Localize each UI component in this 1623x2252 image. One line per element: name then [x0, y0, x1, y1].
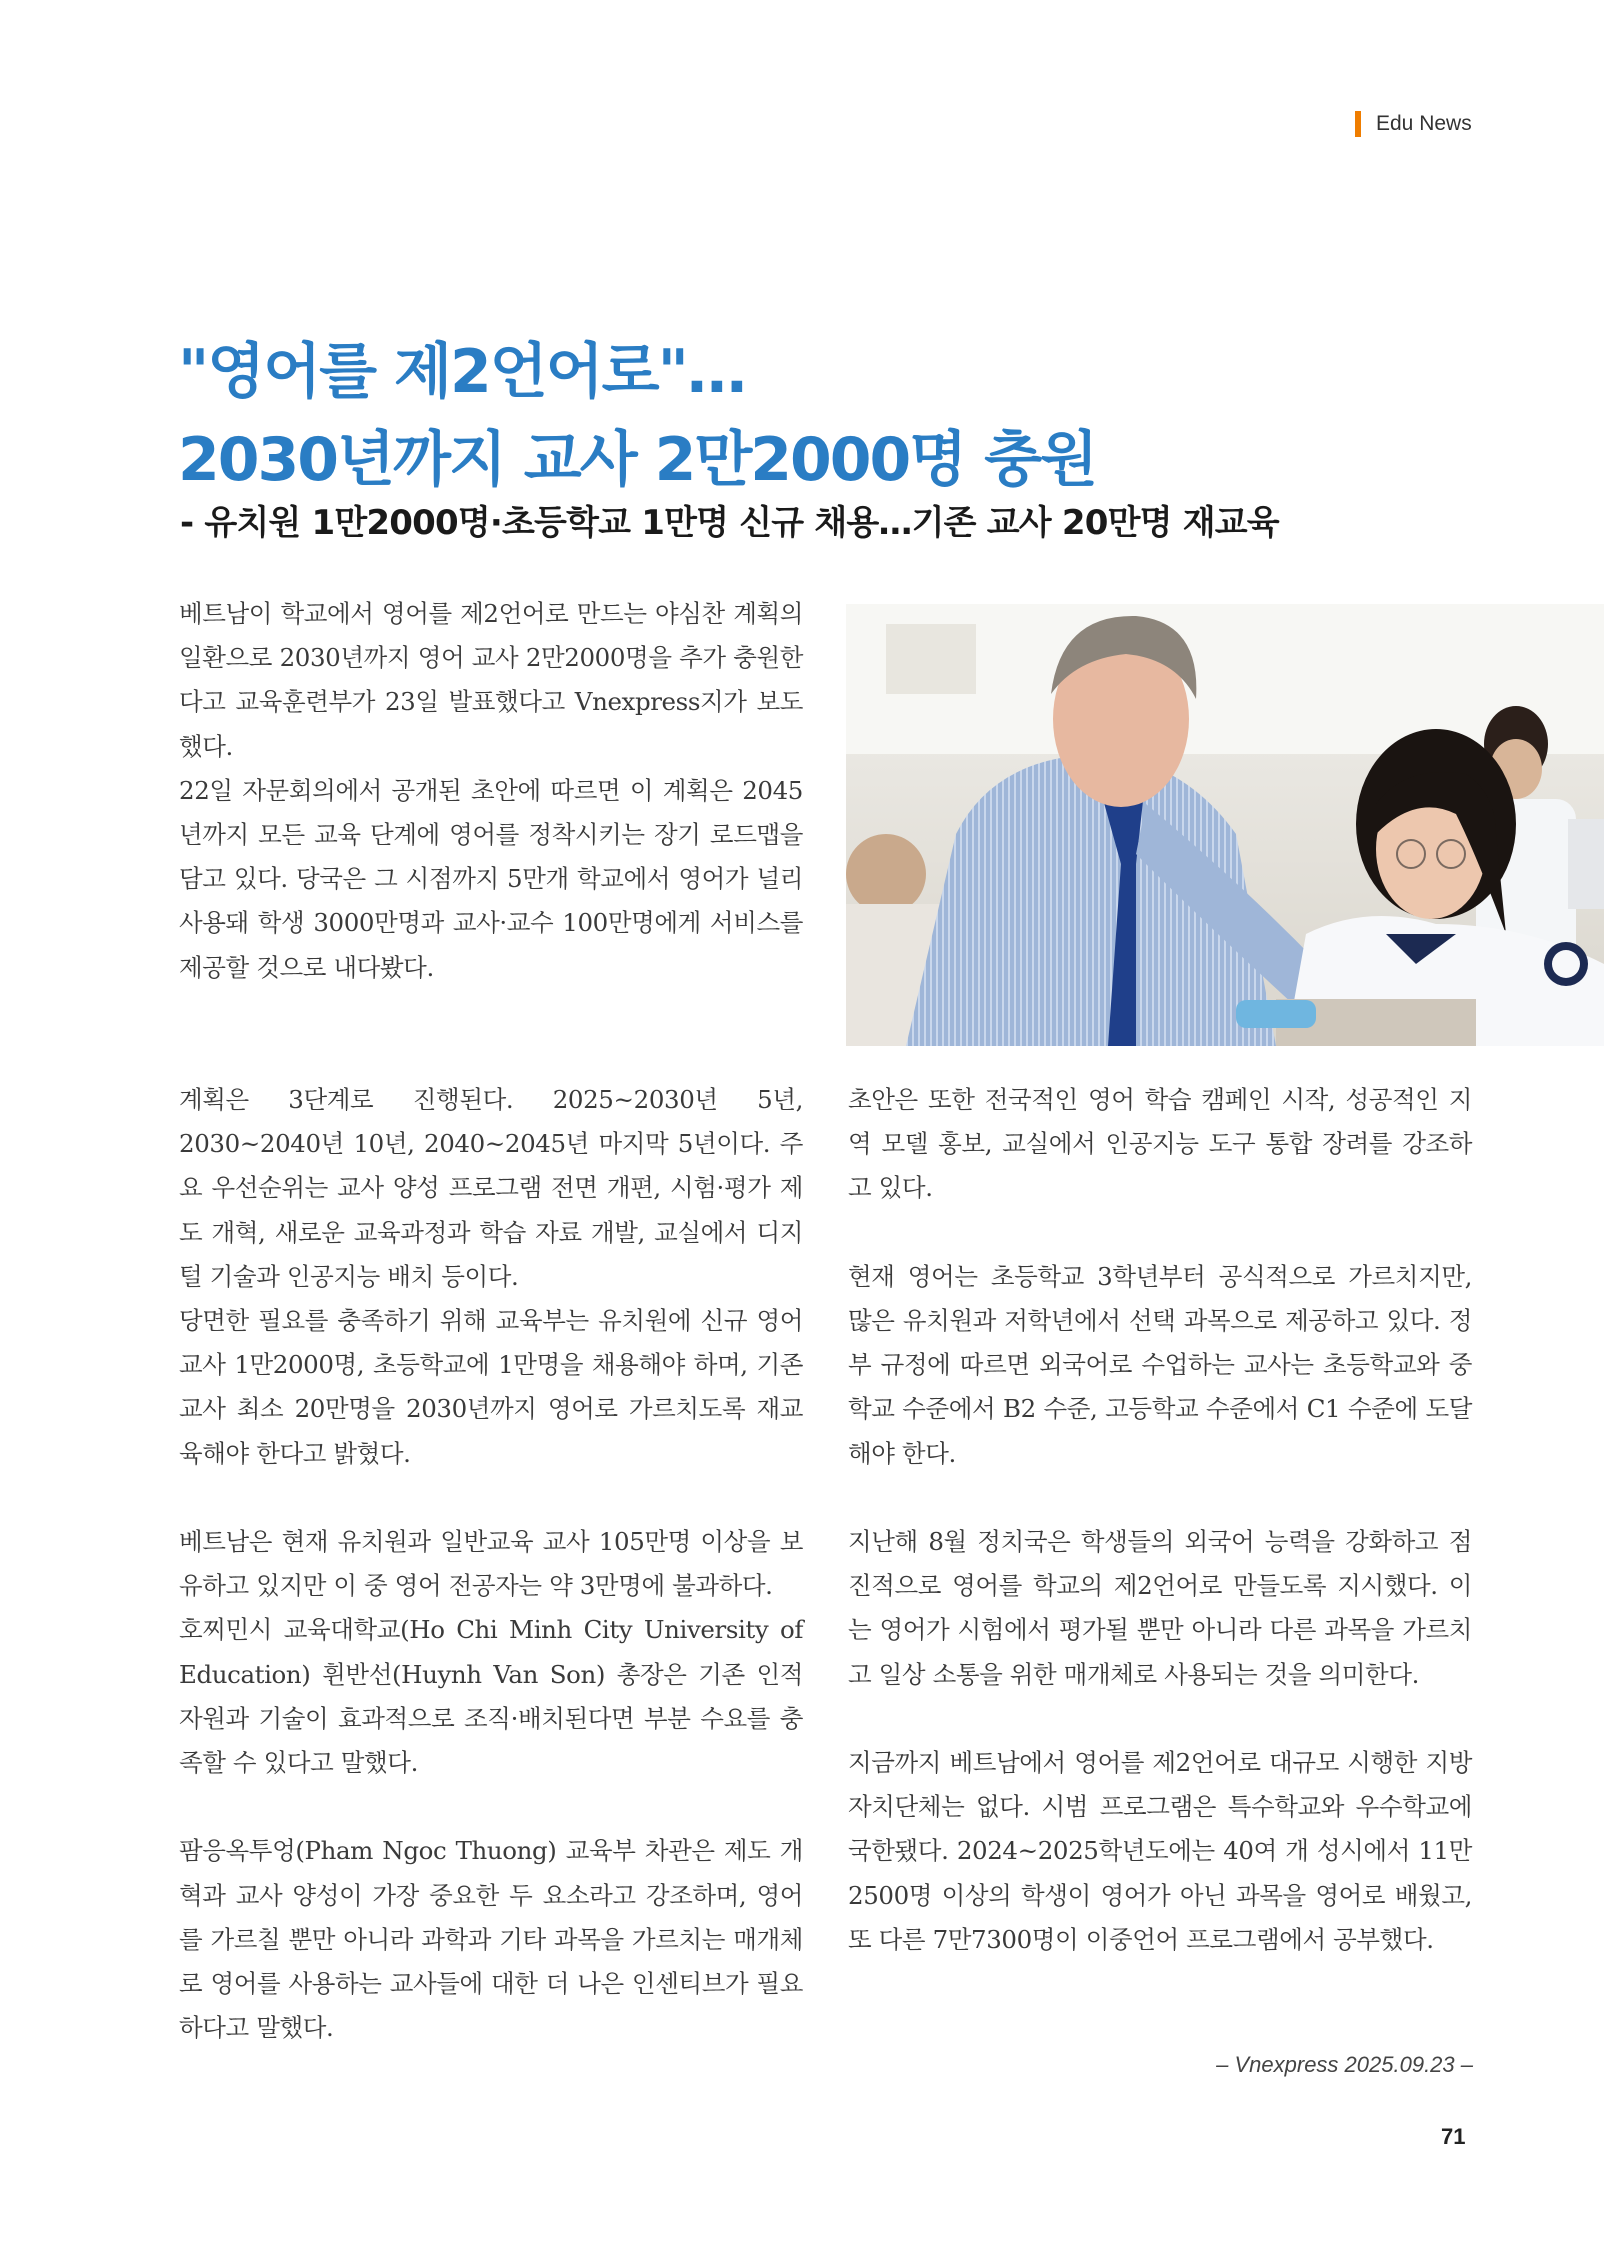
paragraph-8: 초안은 또한 전국적인 영어 학습 캠페인 시작, 성공적인 지역 모델 홍보, 교실에서 인공지능 도구 통합 장려를 강조하고 있다. — [848, 1085, 1472, 1203]
paragraph-7: 팜응옥투엉(Pham Ngoc Thuong) 교육부 차관은 제도 개혁과 교사 양성이 가장 중요한 두 요소라고 강조하며, 영어를 가르칠 뿐만 아니라 과학과 기타 과목을 가르치는 매개체로 영어를 사용하는 교사들에 대한 더 나은 인센티브가 필요하다고 말했다. — [179, 1836, 803, 2043]
article-title — [178, 328, 1096, 504]
paragraph-9: 현재 영어는 초등학교 3학년부터 공식적으로 가르치지만, 많은 유치원과 저학년에서 선택 과목으로 제공하고 있다. 정부 규정에 따르면 외국어로 수업하는 교사는 초등학교와 중학교 수준에서 B2 수준, 고등학교 수준에서 C1 수준에 도달해야 한다. — [848, 1261, 1472, 1468]
paragraph-10: 지난해 8월 정치국은 학생들의 외국어 능력을 강화하고 점진적으로 영어를 학교의 제2언어로 만들도록 지시했다. 이는 영어가 시험에서 평가될 뿐만 아니라 다른 과목을 가르치고 일상 소통을 위한 매개체로 사용되는 것을 의미한다. — [848, 1527, 1472, 1689]
article-source: – Vnexpress 2025.09.23 – — [1216, 2052, 1473, 2077]
left-column-bottom — [179, 1078, 803, 2050]
article-photo — [846, 604, 1604, 1046]
paragraph-1: 베트남이 학교에서 영어를 제2언어로 만드는 야심찬 계획의 일환으로 2030년까지 영어 교사 2만2000명을 추가 충원한다고 교육훈련부가 23일 발표했다고 Vnexpress지가 보도했다. — [179, 599, 803, 761]
right-column — [848, 1078, 1472, 1962]
article-title-line-2: 2030년까지 교사 2만2000명 충원 — [178, 425, 1097, 495]
article-subtitle: - 유치원 1만2000명·초등학교 1만명 신규 채용…기존 교사 20만명 재교육 — [180, 503, 1279, 543]
paragraph-3: 계획은 3단계로 진행된다. 2025~2030년 5년, 2030~2040년 10년, 2040~2045년 마지막 5년이다. 주요 우선순위는 교사 양성 프로그램 전면 개편, 시험·평가 제도 개혁, 새로운 교육과정과 학습 자료 개발, 교실에서 디지털 기술과 인공지능 배치 등이다. — [179, 1085, 803, 1291]
paragraph-4: 당면한 필요를 충족하기 위해 교육부는 유치원에 신규 영어 교사 1만2000명, 초등학교에 1만명을 채용해야 하며, 기존 교사 최소 20만명을 2030년까지 영어로 가르치도록 재교육해야 한다고 밝혔다. — [179, 1306, 803, 1468]
teacher-student-photo — [846, 604, 1604, 1046]
paragraph-6: 호찌민시 교육대학교(Ho Chi Minh City University of Education) 휜반선(Huynh Van Son) 총장은 기존 인적 자원과 기술이 효과적으로 조직·배치된다면 부분 수요를 충족할 수 있다고 말했다. — [179, 1615, 803, 1778]
section-accent-bar — [1355, 111, 1361, 137]
article-title-line-1: "영어를 제2언어로"… — [178, 337, 745, 407]
paragraph-5: 베트남은 현재 유치원과 일반교육 교사 105만명 이상을 보유하고 있지만 이 중 영어 전공자는 약 3만명에 불과하다. — [179, 1527, 803, 1601]
paragraph-11: 지금까지 베트남에서 영어를 제2언어로 대규모 시행한 지방자치단체는 없다. 시범 프로그램은 특수학교와 우수학교에 국한됐다. 2024~2025학년도에는 40여 개 성시에서 11만2500명 이상의 학생이 영어가 아닌 과목을 영어로 배웠고, 또 다른 7만7300명이 이중언어 프로그램에서 공부했다. — [848, 1748, 1472, 1954]
left-column-top — [179, 592, 803, 990]
section-tag — [1355, 111, 1472, 137]
paragraph-2: 22일 자문회의에서 공개된 초안에 따르면 이 계획은 2045년까지 모든 교육 단계에 영어를 정착시키는 장기 로드맵을 담고 있다. 당국은 그 시점까지 5만개 학교에서 영어가 널리 사용돼 학생 3000만명과 교사·교수 100만명에게 서비스를 제공할 것으로 내다봤다. — [179, 775, 803, 982]
page-number: 71 — [1441, 2124, 1466, 2149]
section-label: Edu News — [1376, 112, 1472, 135]
